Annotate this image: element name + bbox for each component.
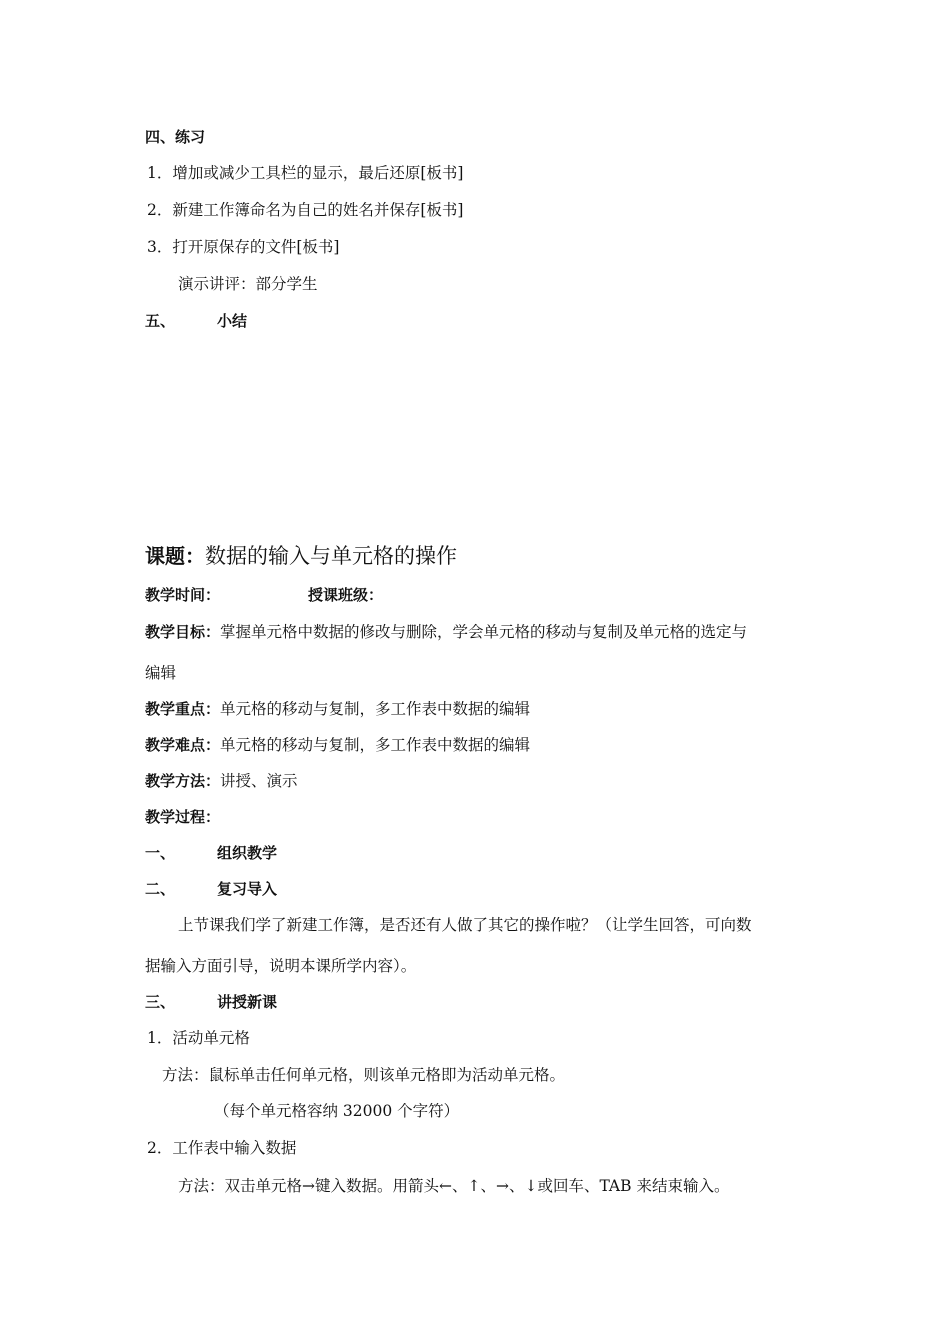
- method-label: 教学方法：: [145, 772, 221, 790]
- class-label: 授课班级：: [308, 586, 384, 604]
- difficulty-text: 单元格的移动与复制，多工作表中数据的编辑: [220, 736, 531, 754]
- list-item: 2．新建工作簿命名为自己的姓名并保存[板书]: [147, 201, 464, 219]
- process-s1-heading: [145, 843, 277, 863]
- goal-text: 掌握单元格中数据的修改与删除，学会单元格的移动与复制及单元格的选定与: [220, 623, 748, 641]
- time-label: 教学时间：: [145, 586, 221, 604]
- method-row: [145, 771, 298, 791]
- goal-label: 教学目标：: [145, 623, 221, 641]
- section-title: 组织教学: [217, 844, 278, 862]
- lesson-title: [145, 542, 457, 570]
- review-paragraph-line1: 上节课我们学了新建工作簿，是否还有人做了其它的操作啦？（让学生回答，可向数: [178, 916, 752, 934]
- goal-row: [145, 622, 747, 642]
- difficulty-row: [145, 735, 530, 755]
- lesson-title-text: 数据的输入与单元格的操作: [205, 544, 457, 568]
- item1-method: 方法：鼠标单击任何单元格，则该单元格即为活动单元格。: [162, 1066, 566, 1084]
- section-title: 小结: [217, 312, 248, 330]
- key-text: 单元格的移动与复制，多工作表中数据的编辑: [220, 700, 531, 718]
- section-number: 二、: [145, 880, 176, 898]
- section-number: 一、: [145, 844, 176, 862]
- list-item: 1．活动单元格: [147, 1029, 250, 1047]
- process-s3-heading: [145, 992, 277, 1012]
- key-row: [145, 699, 530, 719]
- goal-text-continued: 编辑: [145, 664, 177, 682]
- review-paragraph-line2: 据输入方面引导，说明本课所学内容）。: [145, 957, 417, 975]
- difficulty-label: 教学难点：: [145, 736, 221, 754]
- item1-note: （每个单元格容纳 32000 个字符）: [214, 1102, 460, 1120]
- section-number: 五、: [145, 312, 176, 330]
- list-item: 1．增加或减少工具栏的显示，最后还原[板书]: [147, 164, 464, 182]
- list-item: 2．工作表中输入数据: [147, 1139, 297, 1157]
- list-item: 3．打开原保存的文件[板书]: [147, 238, 340, 256]
- section4-note: 演示讲评：部分学生: [178, 275, 318, 293]
- process-label: 教学过程：: [145, 808, 221, 826]
- method-text: 讲授、演示: [220, 772, 298, 790]
- section-title: 讲授新课: [217, 993, 278, 1011]
- key-label: 教学重点：: [145, 700, 221, 718]
- process-s2-heading: [145, 879, 277, 899]
- item2-method: 方法：双击单元格→键入数据。用箭头←、↑、→、↓或回车、TAB 来结束输入。: [178, 1177, 730, 1195]
- section4-heading: 四、练习: [145, 128, 206, 146]
- section-number: 三、: [145, 993, 176, 1011]
- lesson-title-label: 课题：: [145, 544, 205, 568]
- section-title: 复习导入: [217, 880, 278, 898]
- section5-heading: [145, 311, 247, 331]
- lesson-time-row: [145, 585, 383, 605]
